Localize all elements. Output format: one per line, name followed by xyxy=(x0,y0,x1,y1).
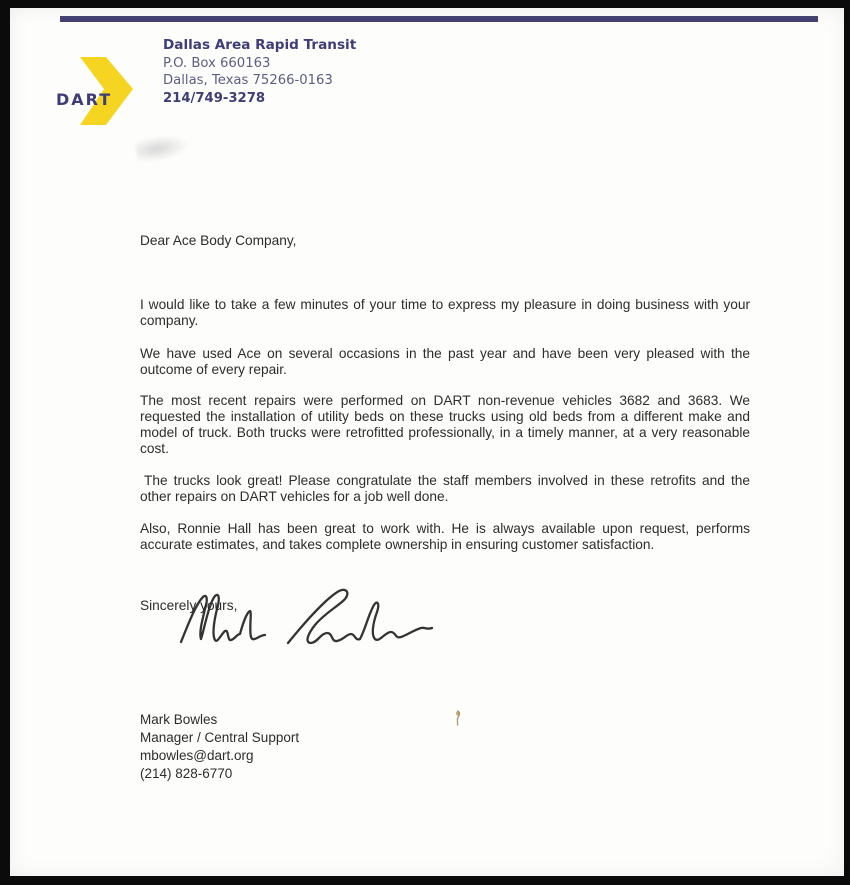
dart-logo-wordmark: DART xyxy=(56,90,113,109)
signer-phone: (214) 828-6770 xyxy=(140,766,233,781)
letterhead-address-block xyxy=(163,37,356,107)
signer-email: mbowles@dart.org xyxy=(140,748,254,763)
scan-smudge xyxy=(135,132,190,163)
letterhead-phone: 214/749-3278 xyxy=(163,90,266,106)
header-rule xyxy=(60,16,818,22)
closing-line: Sincerely yours, xyxy=(140,598,238,613)
paragraph-3: The most recent repairs were performed on DART non-revenue vehicles 3682 and 3683. We requested the installation of utility beds on these trucks using old beds from a different make and model of truck. Both trucks were retrofitted professionally, in a timely manner, at a very reasonable cost. xyxy=(140,393,750,456)
letter-body xyxy=(140,233,750,614)
signer-name: Mark Bowles xyxy=(140,712,218,727)
salutation: Dear Ace Body Company, xyxy=(140,233,297,248)
signature-block xyxy=(140,711,299,783)
letterhead-po-box: P.O. Box 660163 xyxy=(163,55,271,71)
dart-logo xyxy=(56,52,140,130)
letterhead-org-name: Dallas Area Rapid Transit xyxy=(163,37,357,53)
scan-speck xyxy=(454,710,461,726)
paragraph-1: I would like to take a few minutes of your time to express my pleasure in doing business with your company. xyxy=(140,297,750,328)
paragraph-2: We have used Ace on several occasions in the past year and have been very pleased with the outcome of every repair. xyxy=(140,346,750,377)
letter-page xyxy=(10,8,844,876)
handwritten-signature xyxy=(176,584,438,656)
paragraph-5: Also, Ronnie Hall has been great to work with. He is always available upon request, performs accurate estimates, and takes complete ownership in ensuring customer satisfaction. xyxy=(140,521,750,552)
letterhead-city-line: Dallas, Texas 75266-0163 xyxy=(163,73,333,88)
signer-title: Manager / Central Support xyxy=(140,730,300,745)
paragraph-4: The trucks look great! Please congratulate the staff members involved in these retrofits and the other repairs on DART vehicles for a job well done. xyxy=(140,473,750,504)
